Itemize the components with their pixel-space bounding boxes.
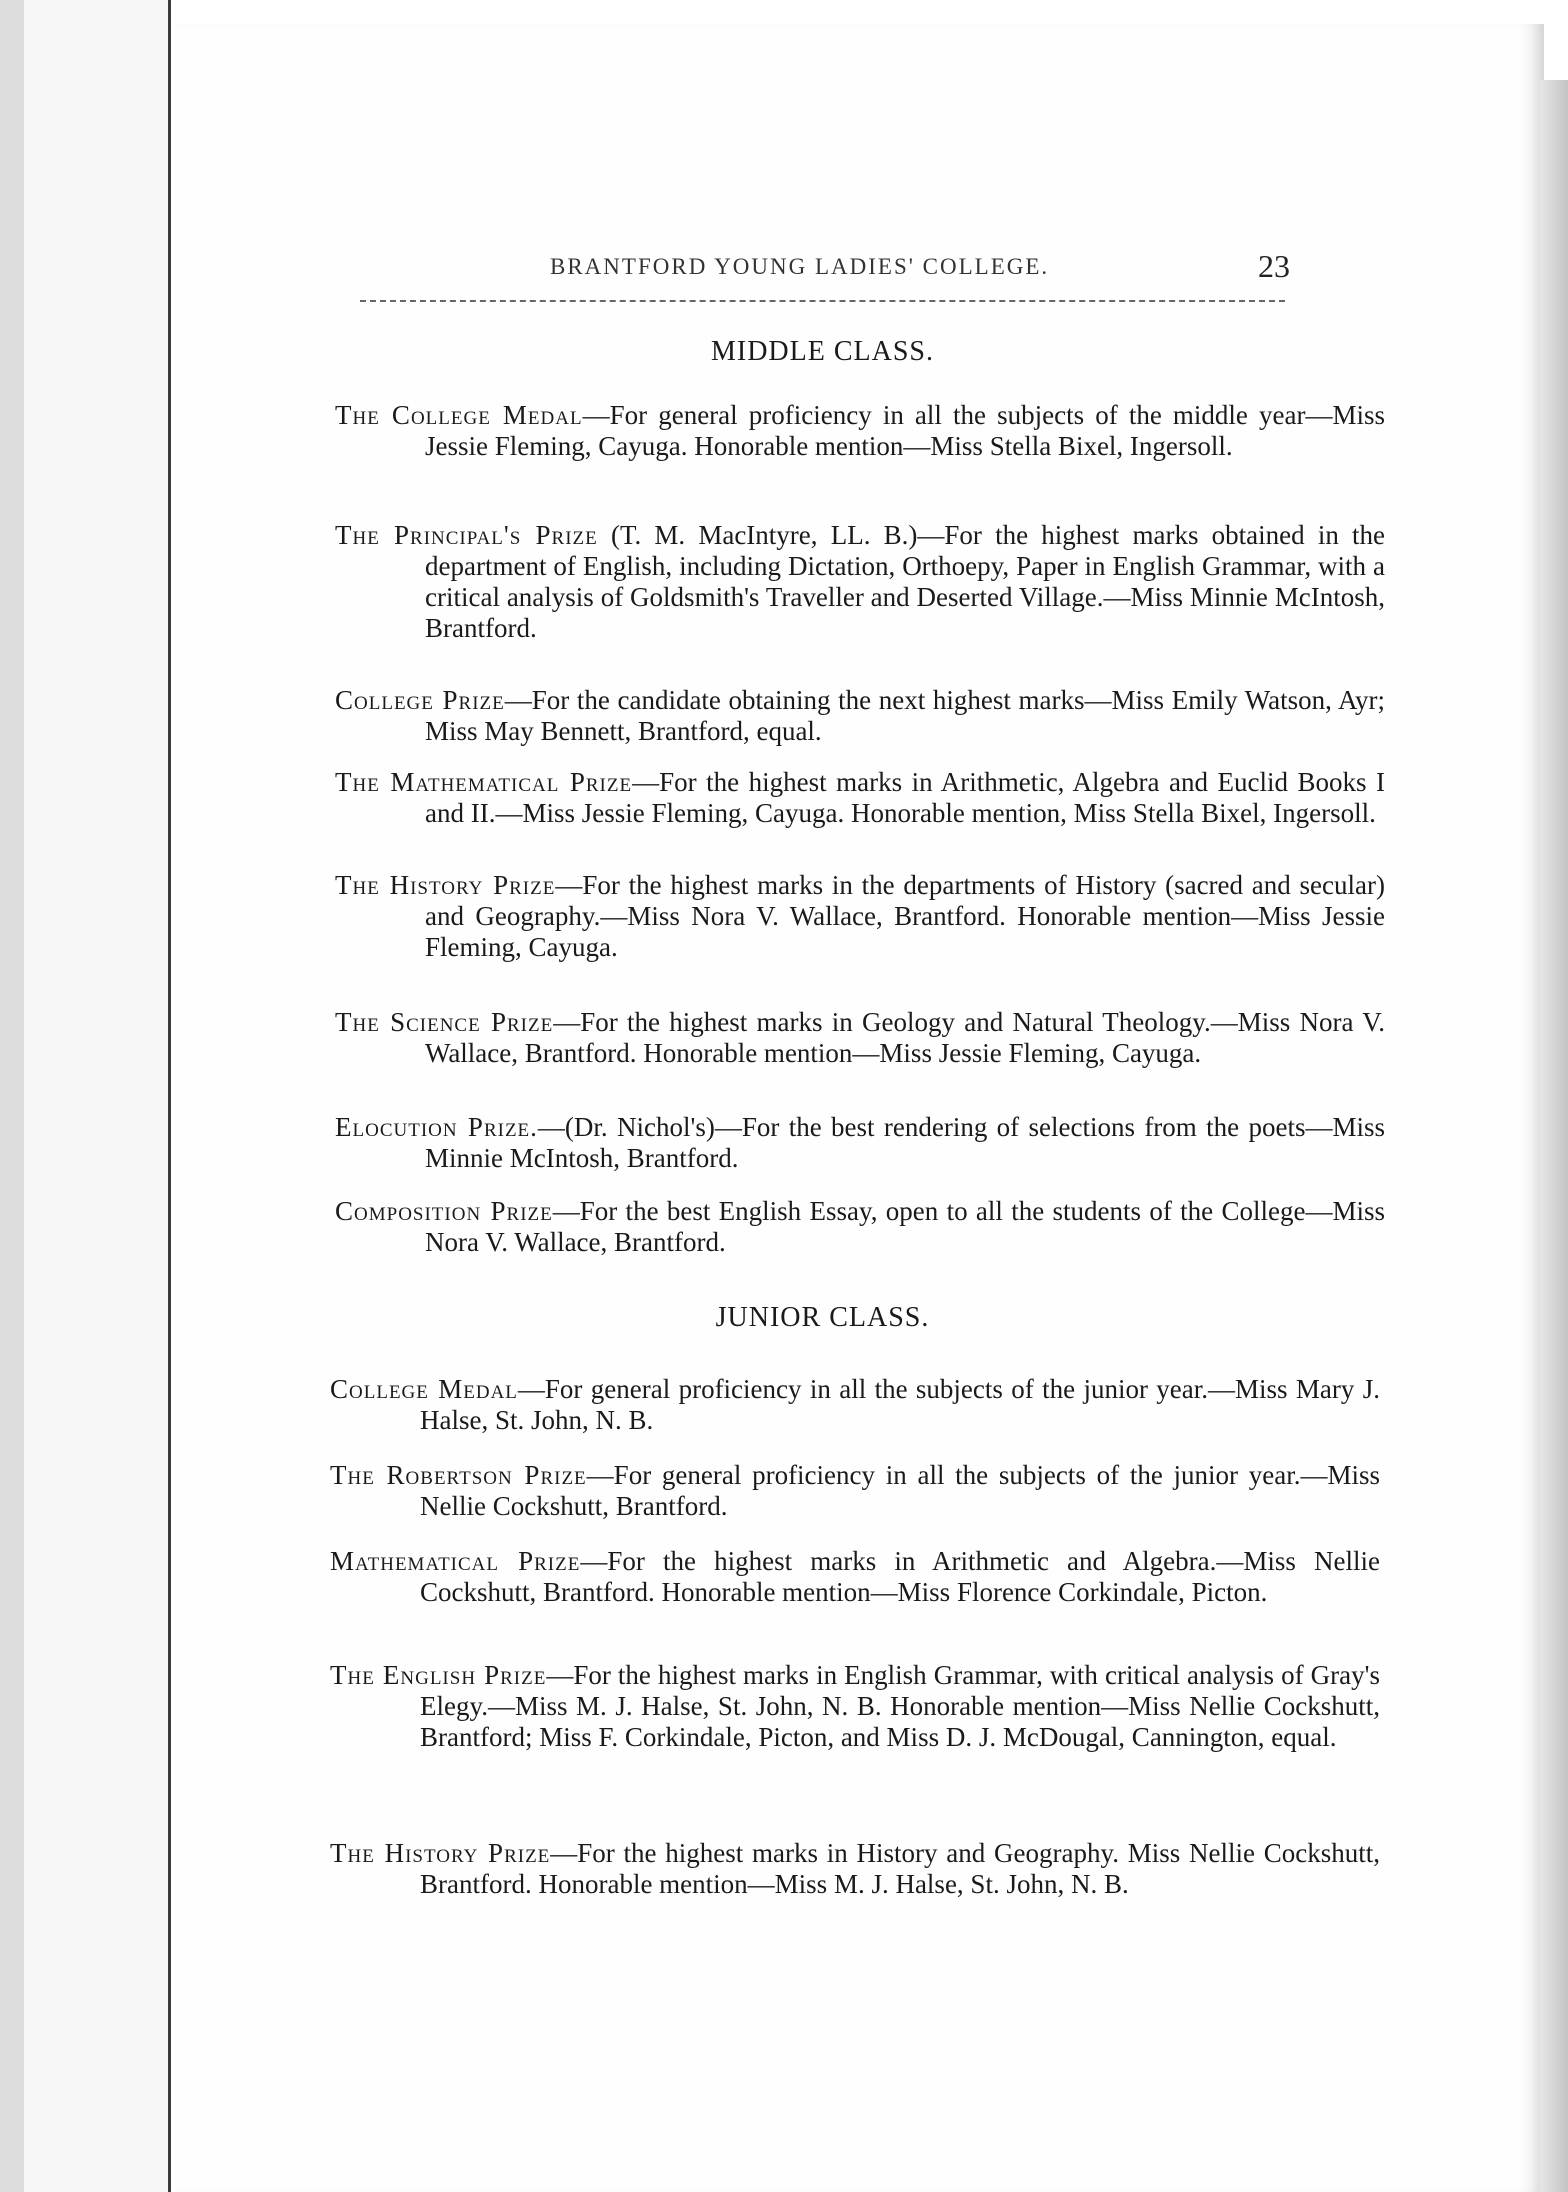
middle-class-heading: MIDDLE CLASS. (710, 336, 934, 367)
prize-entry (335, 520, 1385, 644)
prize-text: —For the candidate obtaining the next highest marks—Miss Emily Watson, Ayr; Miss May Bennett, Brantford, equal. (425, 685, 1385, 746)
prize-entry (330, 1374, 1380, 1436)
prize-entry (335, 400, 1385, 462)
prize-entry (335, 870, 1385, 963)
prize-entry (335, 1112, 1385, 1174)
prize-entry (330, 1546, 1380, 1608)
prize-name: The History Prize (330, 1838, 551, 1868)
prize-text: —For general proficiency in all the subjects of the junior year.—Miss Mary J. Halse, St. John, N. B. (420, 1374, 1380, 1435)
prize-name: Mathematical Prize (330, 1546, 581, 1576)
junior-class-heading: JUNIOR CLASS. (715, 1302, 930, 1333)
prize-text: —For the highest marks in English Grammar, with critical analysis of Gray's Elegy.—Miss M. J. Halse, St. John, N. B. Honorable mention—Miss Nellie Cockshutt, Brantford; Miss F. Corkindale, Picton, and Miss D. J. McDougal, Cannington, equal. (420, 1660, 1380, 1752)
prize-name: The History Prize (335, 870, 556, 900)
prize-text: —For general proficiency in all the subjects of the middle year—Miss Jessie Fleming, Cayuga. Honorable mention—Miss Stella Bixel, Ingersoll. (425, 400, 1386, 461)
facing-page-edge (0, 0, 24, 2192)
prize-entry (335, 1007, 1385, 1069)
prize-name: The Mathematical Prize (335, 767, 633, 797)
prize-name: The Robertson Prize (330, 1460, 587, 1490)
prize-name: The College Medal (335, 400, 583, 430)
prize-name: The Principal's Prize (335, 520, 598, 550)
prize-entry (330, 1660, 1380, 1753)
prize-text: —(Dr. Nichol's)—For the best rendering of selections from the poets—Miss Minnie McIntosh, Brantford. (425, 1112, 1385, 1173)
prize-text: —For the highest marks in Arithmetic, Algebra and Euclid Books I and II.—Miss Jessie Fleming, Cayuga. Honorable mention, Miss Stella Bixel, Ingersoll. (425, 767, 1386, 828)
prize-name: College Prize (335, 685, 505, 715)
prize-text: —For general proficiency in all the subjects of the junior year.—Miss Nellie Cockshutt, Brantford. (420, 1460, 1380, 1521)
prize-text: —For the best English Essay, open to all the students of the College—Miss Nora V. Wallace, Brantford. (425, 1196, 1385, 1257)
header-rule (360, 300, 1285, 302)
prize-text: —For the highest marks in the departments of History (sacred and secular) and Geography.—Miss Nora V. Wallace, Brantford. Honorable mention—Miss Jessie Fleming, Cayuga. (425, 870, 1385, 962)
prize-entry (335, 685, 1385, 747)
prize-name: The Science Prize (335, 1007, 554, 1037)
prize-text: —For the highest marks in Geology and Natural Theology.—Miss Nora V. Wallace, Brantford. Honorable mention—Miss Jessie Fleming, Cayuga. (425, 1007, 1385, 1068)
page-header (360, 242, 1290, 292)
page-fore-edge (1540, 80, 1568, 2192)
prize-entry (335, 1196, 1385, 1258)
prize-text: —For the highest marks in History and Geography. Miss Nellie Cockshutt, Brantford. Honorable mention—Miss M. J. Halse, St. John, N. B. (420, 1838, 1380, 1899)
prize-name: Elocution Prize. (335, 1112, 538, 1142)
prize-name: College Medal (330, 1374, 518, 1404)
prize-text: (T. M. MacIntyre, LL. B.)—For the highest marks obtained in the department of English, including Dictation, Orthoepy, Paper in English Grammar, with a critical analysis of Goldsmith's Traveller and Deserted Village.—Miss Minnie McIntosh, Brantford. (425, 520, 1386, 643)
page-number: 23 (1258, 248, 1290, 284)
prize-entry (330, 1460, 1380, 1522)
facing-page (0, 0, 171, 2192)
prize-name: Composition Prize (335, 1196, 553, 1226)
prize-entry (330, 1838, 1380, 1900)
prize-text: —For the highest marks in Arithmetic and Algebra.—Miss Nellie Cockshutt, Brantford. Honorable mention—Miss Florence Corkindale, Picton. (420, 1546, 1380, 1607)
prize-name: The English Prize (330, 1660, 547, 1690)
prize-entry (335, 767, 1385, 829)
running-head: BRANTFORD YOUNG LADIES' COLLEGE. (550, 254, 1050, 279)
